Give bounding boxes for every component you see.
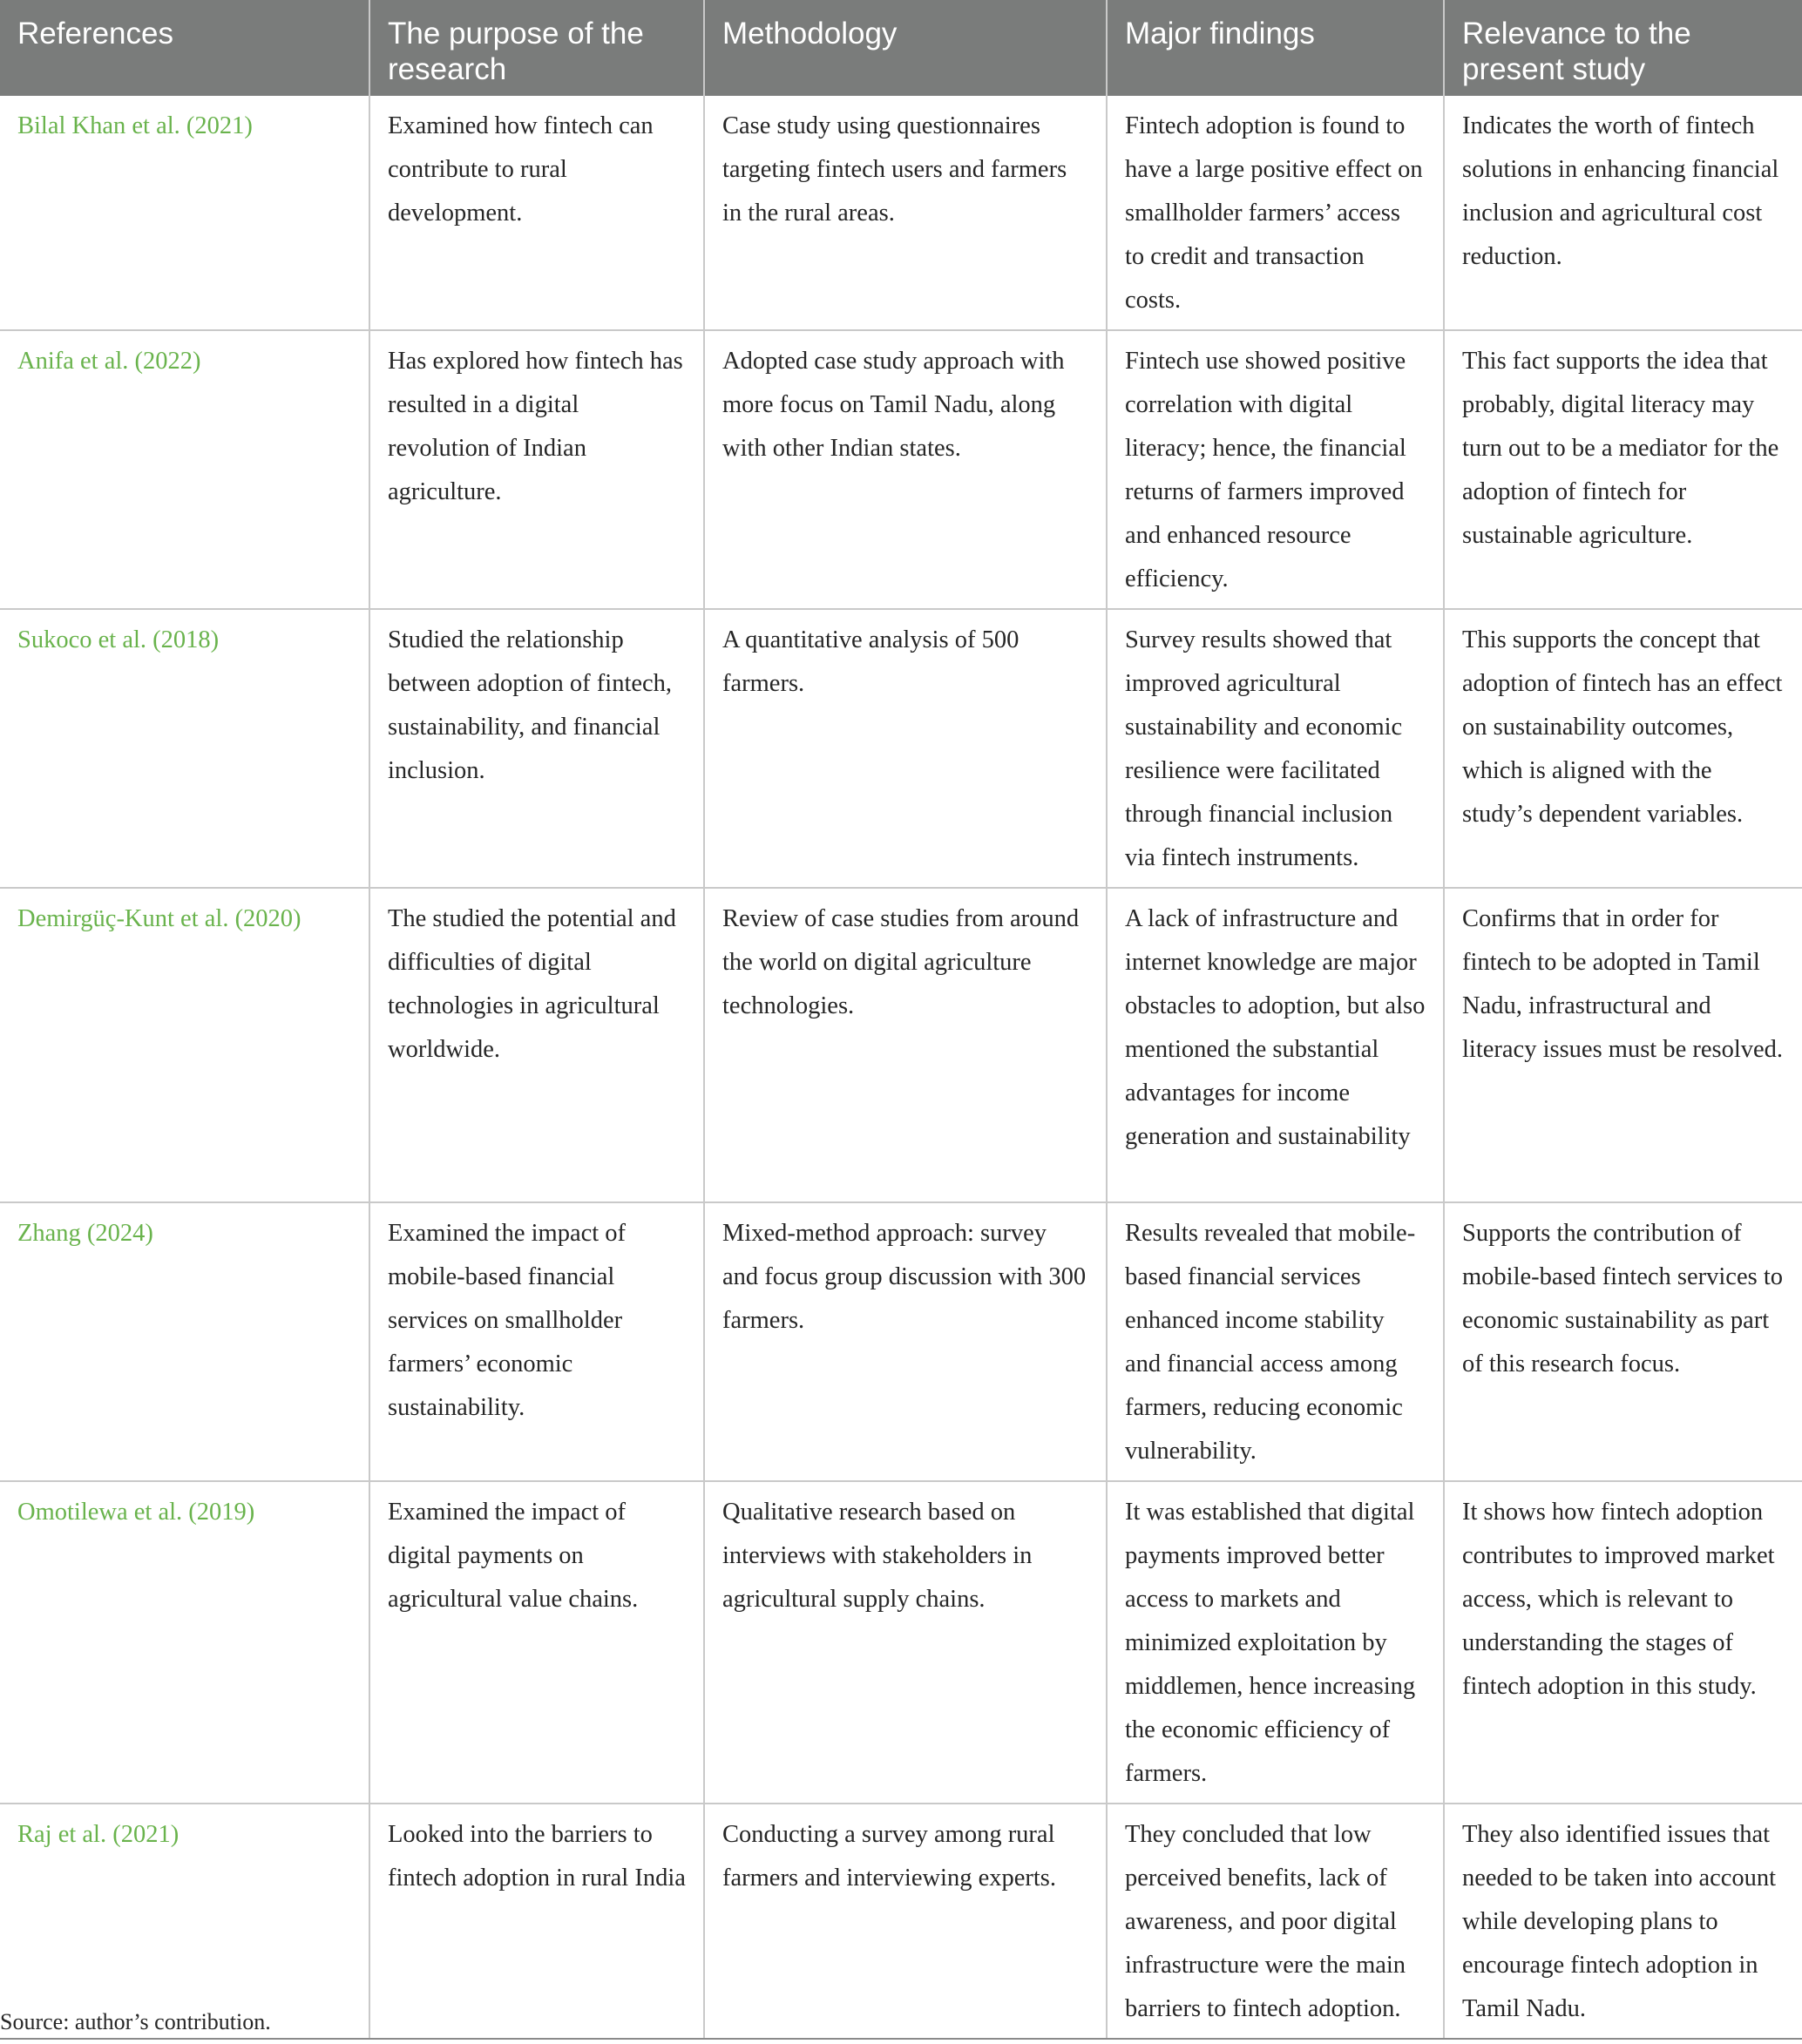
findings-cell: Fintech adoption is found to have a large positive effect on smallholder farmers’ access to credit and transaction costs. (1107, 96, 1444, 330)
table-row (0, 96, 1802, 330)
methodology-cell: Case study using questionnaires targeting fintech users and farmers in the rural areas. (704, 96, 1107, 330)
header-references: References (0, 0, 369, 96)
relevance-cell: It shows how fintech adoption contributes to improved market access, which is relevant to understanding the stages of fintech adoption in this study. (1444, 1481, 1802, 1804)
reference-link[interactable]: Demirgüç-Kunt et al. (2020) (0, 888, 369, 1202)
purpose-cell: Examined the impact of digital payments on agricultural value chains. (369, 1481, 704, 1804)
findings-cell: A lack of infrastructure and internet knowledge are major obstacles to adoption, but also mentioned the substantial advantages for income generation and sustainability (1107, 888, 1444, 1202)
relevance-cell: Supports the contribution of mobile-based fintech services to economic sustainability as part of this research focus. (1444, 1202, 1802, 1481)
findings-cell: It was established that digital payments improved better access to markets and minimized exploitation by middlemen, hence increasing the economic efficiency of farmers. (1107, 1481, 1444, 1804)
table-row (0, 609, 1802, 888)
reference-link[interactable]: Raj et al. (2021) (0, 1804, 369, 2039)
table-header (0, 0, 1802, 96)
reference-link[interactable]: Anifa et al. (2022) (0, 330, 369, 609)
methodology-cell: A quantitative analysis of 500 farmers. (704, 609, 1107, 888)
methodology-cell: Adopted case study approach with more focus on Tamil Nadu, along with other Indian states. (704, 330, 1107, 609)
reference-link[interactable]: Bilal Khan et al. (2021) (0, 96, 369, 330)
purpose-cell: The studied the potential and difficulties of digital technologies in agricultural worldwide. (369, 888, 704, 1202)
relevance-cell: Indicates the worth of fintech solutions in enhancing financial inclusion and agricultural cost reduction. (1444, 96, 1802, 330)
methodology-cell: Qualitative research based on interviews with stakeholders in agricultural supply chains. (704, 1481, 1107, 1804)
table-row (0, 1804, 1802, 2039)
purpose-cell: Has explored how fintech has resulted in a digital revolution of Indian agriculture. (369, 330, 704, 609)
table-body (0, 96, 1802, 2039)
reference-link[interactable]: Zhang (2024) (0, 1202, 369, 1481)
methodology-cell: Mixed-method approach: survey and focus group discussion with 300 farmers. (704, 1202, 1107, 1481)
purpose-cell: Looked into the barriers to fintech adoption in rural India (369, 1804, 704, 2039)
findings-cell: Survey results showed that improved agricultural sustainability and economic resilience were facilitated through financial inclusion via fintech instruments. (1107, 609, 1444, 888)
reference-link[interactable]: Sukoco et al. (2018) (0, 609, 369, 888)
header-relevance: Relevance to the present study (1444, 0, 1802, 96)
purpose-cell: Examined how fintech can contribute to rural development. (369, 96, 704, 330)
header-methodology: Methodology (704, 0, 1107, 96)
purpose-cell: Studied the relationship between adoption of fintech, sustainability, and financial inclusion. (369, 609, 704, 888)
methodology-cell: Review of case studies from around the world on digital agriculture technologies. (704, 888, 1107, 1202)
relevance-cell: This fact supports the idea that probably, digital literacy may turn out to be a mediator for the adoption of fintech for sustainable agriculture. (1444, 330, 1802, 609)
header-findings: Major findings (1107, 0, 1444, 96)
table-row (0, 1481, 1802, 1804)
source-note: Source: author’s contribution. (0, 2009, 271, 2034)
table-row (0, 330, 1802, 609)
methodology-cell: Conducting a survey among rural farmers and interviewing experts. (704, 1804, 1107, 2039)
header-purpose: The purpose of the research (369, 0, 704, 96)
findings-cell: Fintech use showed positive correlation with digital literacy; hence, the financial returns of farmers improved and enhanced resource efficiency. (1107, 330, 1444, 609)
findings-cell: They concluded that low perceived benefits, lack of awareness, and poor digital infrastructure were the main barriers to fintech adoption. (1107, 1804, 1444, 2039)
relevance-cell: This supports the concept that adoption of fintech has an effect on sustainability outcomes, which is aligned with the study’s dependent variables. (1444, 609, 1802, 888)
relevance-cell: They also identified issues that needed to be taken into account while developing plans to encourage fintech adoption in Tamil Nadu. (1444, 1804, 1802, 2039)
relevance-cell: Confirms that in order for fintech to be adopted in Tamil Nadu, infrastructural and literacy issues must be resolved. (1444, 888, 1802, 1202)
header-row (0, 0, 1802, 96)
findings-cell: Results revealed that mobile-based financial services enhanced income stability and financial access among farmers, reducing economic vulnerability. (1107, 1202, 1444, 1481)
table-row (0, 1202, 1802, 1481)
table-row (0, 888, 1802, 1202)
reference-link[interactable]: Omotilewa et al. (2019) (0, 1481, 369, 1804)
purpose-cell: Examined the impact of mobile-based financial services on smallholder farmers’ economic sustainability. (369, 1202, 704, 1481)
